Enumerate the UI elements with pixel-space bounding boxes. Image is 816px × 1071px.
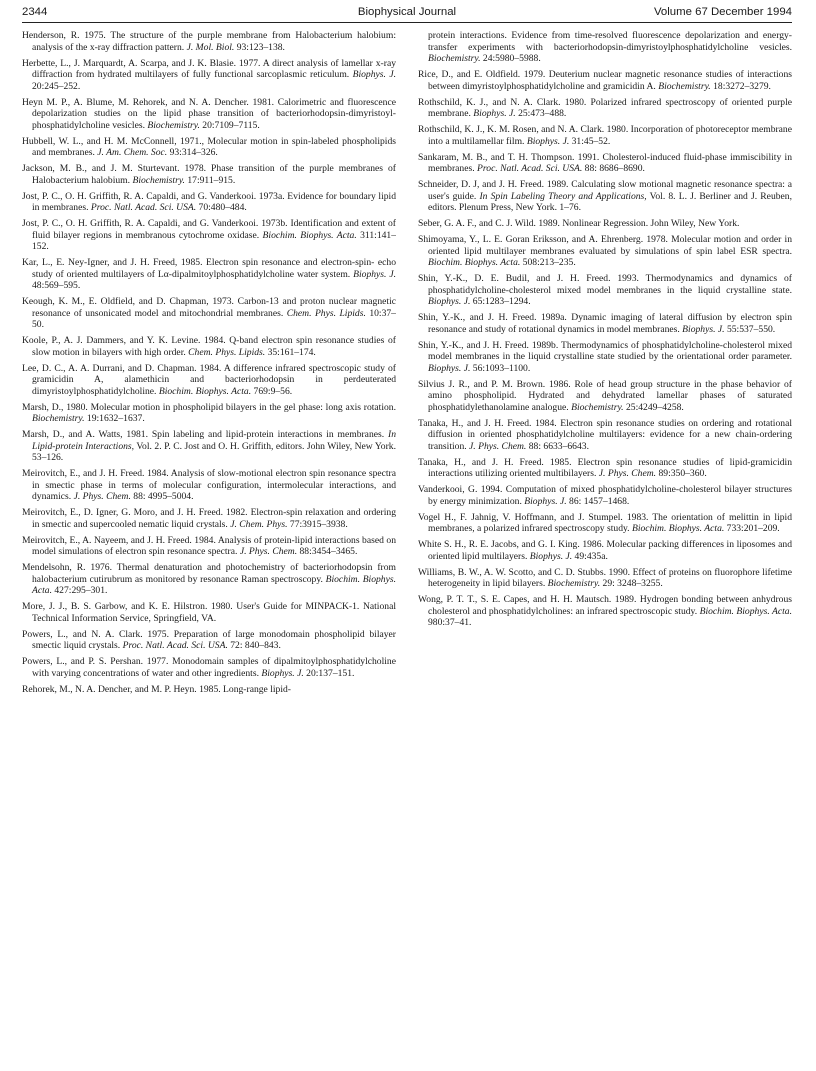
reference-journal: Biochemistry. [571,401,624,413]
reference-text: Marsh, D., 1980. Molecular motion in phospholipid bilayers in the gel phase: long axis rotation. [22,401,396,413]
reference-text: More, J. J., B. S. Garbow, and K. E. Hilstron. 1980. User's Guide for MINPACK-1. National Technical Information Service, Springfield, VA. [22,601,396,624]
reference-entry [22,507,396,530]
reference-volume-pages: 56:1093–1100. [470,362,531,374]
reference-journal: Biochim. Biophys. Acta. [262,229,357,241]
reference-text: Shin, Y.-K., and J. H. Freed. 1989a. Dynamic imaging of lateral diffusion by electron spin resonance and study of rotational dynamics in model membranes. [418,312,792,335]
reference-journal: In Spin Labeling Theory and Applications, [479,190,647,202]
reference-volume-pages: 35:161–174. [265,346,316,358]
reference-volume-pages: 311:141–152. [32,229,396,252]
reference-text: White S. H., R. E. Jacobs, and G. I. King. 1986. Molecular packing differences in liposomes and oriented lipid multilayers. [418,539,792,562]
reference-volume-pages: 88: 4995–5004. [130,491,194,502]
reference-text: Powers, L., and P. S. Pershan. 1977. Monodomain samples of dipalmitoylphosphatidylcholine with varying concentrations of water and other ingredients. [22,656,396,679]
reference-text: Lee, D. C., A. A. Durrani, and D. Chapman. 1984. A difference infrared spectroscopic study of gramicidin A, alamethicin and bacteriorhodopsin in perdeuterated dimyristoylphosphatidylcholine. [22,362,396,397]
reference-entry [22,468,396,503]
reference-volume-pages: 55:537–550. [724,323,776,335]
reference-text: Williams, B. W., A. W. Scotto, and C. D. Stubbs. 1990. Effect of proteins on fluorophore lifetime heterogeneity in lipid bilayers. [418,566,792,589]
reference-text: Shimoyama, Y., L. E. Goran Eriksson, and A. Ehrenberg. 1978. Molecular motion and order in oriented lipid multilayer membranes evaluated by simulations of spin label ESR spectra. [418,234,792,257]
reference-volume-pages: 19:1632–1637. [84,413,145,424]
reference-volume-pages: 20:137–151. [303,667,355,679]
reference-journal: J. Mol. Biol. [186,41,235,53]
reference-entry [22,535,396,558]
reference-text: protein interactions. Evidence from time-resolved fluorescence depolarization and energy-transfer experiments with bacteriorhodopsin-dimyristoylphosphatidylcholine vesicles. [428,30,792,53]
reference-text: Keough, K. M., E. Oldfield, and D. Chapman, 1973. Carbon-13 and proton nuclear magnetic resonance of unsonicated model and mitochondrial membranes. [22,296,396,319]
reference-entry [22,58,396,93]
reference-journal: Biophys. J. [526,135,570,147]
running-header [22,6,792,23]
reference-entry [22,429,396,464]
reference-text: Tanaka, H., and J. H. Freed. 1985. Electron spin resonance studies of lipid-gramicidin interactions utilizing oriented multibilayers. [418,456,792,479]
reference-entry [418,97,792,120]
reference-journal: Biochim. Biophys. Acta. [32,573,396,596]
reference-text: Henderson, R. 1975. The structure of the purple membrane from Halobacterium halobium: analysis of the x-ray diffraction pattern. [22,30,396,53]
reference-volume-pages: 25:473–488. [515,108,567,119]
reference-journal: Biochemistry. [132,174,185,186]
reference-journal: Biophys. J. [428,362,471,374]
reference-entry [22,363,396,398]
reference-text: Rothschild, K. J., and N. A. Clark. 1980. Polarized infrared spectroscopy of oriented purple membrane. [418,96,792,119]
reference-journal: Proc. Natl. Acad. Sci. USA. [90,202,197,213]
reference-journal: Biochim. Biophys. Acta. [158,385,252,397]
reference-entry [418,69,792,92]
reference-journal: Biophys. J. [428,296,471,307]
reference-volume-pages: 29: 3248–3255. [600,578,663,589]
reference-volume-pages: 88: 8686–8690. [582,163,645,174]
reference-journal: Biophys. J. [352,69,396,80]
reference-entry [22,257,396,292]
reference-entry [418,234,792,269]
reference-text: Tanaka, H., and J. H. Freed. 1984. Electron spin resonance studies on ordering and rotational diffusion in oriented phosphatidylcholine multilayers: evidence for a new chain-ordering transition. [418,417,792,452]
reference-text: Jost, P. C., O. H. Griffith, R. A. Capaldi, and G. Vanderkooi. 1973b. Identification and extent of fluid bilayer regions in membranous cytochrome oxidase. [22,218,396,241]
reference-text: Schneider, D. J, and J. H. Freed. 1989. Calculating slow motional magnetic resonance spectra: a user's guide. [418,179,792,202]
reference-text: Wong, P. T. T., S. E. Capes, and H. H. Mautsch. 1989. Hydrogen bonding between anhydrous cholesterol and phosphatidylcholines: an infrared spectroscopic study. [418,594,792,617]
reference-volume-pages: 48:569–595. [32,280,81,291]
reference-entry [22,601,396,624]
reference-journal: Biochim. Biophys. Acta. [631,523,725,534]
reference-volume-pages: 89:350–360. [656,468,707,479]
reference-volume-pages: 86: 1457–1468. [566,495,630,507]
reference-entry [418,179,792,214]
reference-text: Jost, P. C., O. H. Griffith, R. A. Capaldi, and G. Vanderkooi. 1973a. Evidence for boundary lipid in membranes. [22,190,396,213]
reference-journal: Biophys. J. [682,323,725,335]
reference-text: Powers, L., and N. A. Clark. 1975. Preparation of large monodomain phospholipid bilayer smectic liquid crystals. [22,628,396,651]
reference-text: Meirovitch, E., D. Igner, G. Moro, and J. H. Freed. 1982. Electron-spin relaxation and ordering in smectic and supercooled nematic liquid crystals. [22,507,396,530]
reference-journal: Biochemistry. [32,413,85,424]
reference-text: Meirovitch, E., and J. H. Freed. 1984. Analysis of slow-motional electron spin resonance spectra in smectic phase in terms of molecular configuration, intermolecular interactions, and dynamics. [22,468,396,502]
reference-entry [418,152,792,175]
reference-journal: In Lipid-protein Interactions, [32,429,396,452]
reference-text: Shin, Y.-K., D. E. Budil, and J. H. Freed. 1993. Thermodynamics and dynamics of phosphatidylcholine-cholesterol mixed model membranes in the liquid crystalline state. [418,273,792,296]
journal-title: Biophysical Journal [357,6,457,18]
reference-entry [418,457,792,480]
reference-entry [418,273,792,308]
reference-volume-pages: 31:45–52. [569,135,611,147]
reference-text: Seber, G. A. F., and C. J. Wild. 1989. Nonlinear Regression. John Wiley, New York. [418,218,740,229]
reference-text: Koole, P., A. J. Dammers, and Y. K. Levine. 1984. Q-band electron spin resonance studies of slow motion in bilayers with high order. [22,335,396,358]
reference-entry [22,97,396,132]
reference-entry [22,335,396,358]
reference-volume-pages: Vol. 2. P. C. Jost and O. H. Griffith, editors. John Wiley, New York. 53–126. [32,440,396,463]
reference-journal: Biophys. J. [353,268,396,280]
reference-journal: Biochemistry. [658,80,711,92]
reference-entry [22,656,396,679]
reference-journal: Proc. Natl. Acad. Sci. USA. [477,163,583,174]
reference-entry [418,218,792,230]
reference-volume-pages: 88:3454–3465. [297,546,358,557]
reference-journal: Proc. Natl. Acad. Sci. USA. [122,640,228,651]
reference-text: Meirovitch, E., A. Nayeem, and J. H. Freed. 1984. Analysis of protein-lipid interactions based on model simulations of electron spin resonance spectra. [22,534,396,557]
reference-volume-pages: 10:37–50. [32,307,396,330]
reference-journal: Biochim. Biophys. Acta. [428,257,521,268]
reference-entry [22,191,396,214]
reference-journal: J. Phys. Chem. [239,546,298,557]
reference-entry [418,30,792,65]
reference-entry [22,136,396,159]
reference-text: Rice, D., and E. Oldfield. 1979. Deuterium nuclear magnetic resonance studies of interactions between dimyristoylphosphatidylcholine and gramicidin A. [418,69,792,92]
reference-volume-pages: 508:213–235. [520,257,576,268]
reference-volume-pages: 18:3272–3279. [710,80,771,92]
reference-journal: Chem. Phys. Lipids. [286,307,366,319]
reference-text: Vanderkooi, G. 1994. Computation of mixed phosphatidylcholine-cholesterol bilayer structures by energy minimization. [418,484,792,507]
references-left-column [22,30,396,1060]
reference-text: Vogel H., F. Jahnig, V. Hoffmann, and J. Stumpel. 1983. The orientation of melittin in lipid membranes, a polarized infrared spectroscopy study. [418,511,792,534]
reference-entry [418,567,792,590]
reference-volume-pages: 24:5980–5988. [480,53,541,64]
reference-volume-pages: 427:295–301. [51,585,108,596]
reference-text: Rehorek, M., N. A. Dencher, and M. P. Heyn. 1985. Long-range lipid- [22,683,291,695]
reference-text: Heyn M. P., A. Blume, M. Rehorek, and N. A. Dencher. 1981. Calorimetric and fluorescence depolarization studies on the lipid phase transition of bacteriorhodopsin-dimyristoyl-phosphatidylcholine vesicles. [22,96,396,131]
reference-journal: J. Am. Chem. Soc. [97,147,168,158]
reference-text: Jackson, M. B., and J. M. Sturtevant. 1978. Phase transition of the purple membranes of Halobacterium halobium. [22,163,396,186]
reference-entry [418,512,792,535]
volume-date: Volume 67 December 1994 [653,6,792,18]
reference-entry [22,163,396,186]
reference-entry [418,539,792,562]
reference-volume-pages: 72: 840–843. [227,640,281,651]
reference-entry [418,594,792,629]
reference-journal: Biophys. J. [529,550,573,562]
reference-entry [22,296,396,331]
reference-text: Mendelsohn, R. 1976. Thermal denaturation and photochemistry of bacteriorhodopsin from halobacterium cutirubrum as monitored by resonance Raman spectroscopy. [22,562,396,585]
reference-journal: J. Phys. Chem. [598,468,657,479]
reference-volume-pages: 93:314–326. [167,147,218,158]
reference-entry [22,218,396,253]
reference-entry [418,484,792,507]
reference-volume-pages: Vol. 8. L. J. Berliner and J. Reuben, editors. Plenum Press, New York. 1–76. [428,190,792,213]
reference-volume-pages: 20:245–252. [32,80,81,92]
reference-journal: J. Phys. Chem. [469,440,527,452]
reference-journal: Chem. Phys. Lipids. [188,346,266,358]
reference-entry [418,418,792,453]
reference-text: Shin, Y.-K., and J. H. Freed. 1989b. Thermodynamics of phosphatidylcholine-cholesterol mixed model membranes in the liquid crystalline state studied by the orientational order parameter. [418,339,792,362]
reference-entry [418,124,792,147]
page-number: 2344 [22,6,48,18]
reference-journal: Biophys. J. [261,667,304,679]
reference-text: Silvius J. R., and P. M. Brown. 1986. Role of head group structure in the phase behavior of amino phospholipid. Hydrated and dehydrated lamellar phases of saturated phosphatidylethanolamine analogue. [418,378,792,413]
reference-volume-pages: 49:435a. [572,550,608,562]
references-right-column [418,30,792,1060]
reference-volume-pages: 17:911–915. [184,174,236,186]
reference-volume-pages: 769:9–56. [251,385,293,397]
reference-journal: Biophys. J. [524,495,567,507]
reference-entry [418,340,792,375]
reference-volume-pages: 77:3915–3938. [287,518,348,530]
reference-text: Hubbell, W. L., and H. M. McConnell, 1971., Molecular motion in spin-labeled phospholipids and membranes. [22,135,396,158]
reference-entry [22,402,396,425]
reference-text: Kar, L., E. Ney-Igner, and J. H. Freed, 1985. Electron spin resonance and electron-spin- echo study of oriented multilayers of Lα-dipalmitoylphosphatidylcholine water system. [22,257,396,280]
reference-volume-pages: 733:201–209. [724,523,780,534]
reference-journal: Biochemistry. [428,53,481,64]
reference-volume-pages: 65:1283–1294. [470,296,531,307]
reference-entry [22,562,396,597]
reference-volume-pages: 20:7109–7115. [199,119,260,131]
reference-journal: J. Chem. Phys. [230,518,288,530]
reference-volume-pages: 980:37–41. [428,617,472,628]
reference-entry [22,684,396,696]
reference-volume-pages: 70:480–484. [196,202,247,213]
reference-volume-pages: 25:4249–4258. [623,401,684,413]
reference-text: Rothschild, K. J., K. M. Rosen, and N. A. Clark. 1980. Incorporation of photoreceptor membrane into a multilamellar film. [418,124,792,147]
reference-entry [418,379,792,414]
reference-entry [418,312,792,335]
reference-entry [22,629,396,652]
reference-volume-pages: 93:123–138. [234,41,285,53]
reference-volume-pages: 88: 6633–6643. [526,440,589,452]
reference-text: Marsh, D., and A. Watts, 1981. Spin labeling and lipid-protein interactions in membranes. [22,429,388,440]
reference-journal: Biochim. Biophys. Acta. [699,605,792,617]
reference-entry [22,30,396,53]
reference-journal: Biochemistry. [547,578,601,589]
reference-text: Sankaram, M. B., and T. H. Thompson. 1991. Cholesterol-induced fluid-phase immiscibility in membranes. [418,151,792,174]
reference-text: Herbette, L., J. Marquardt, A. Scarpa, and J. K. Blasie. 1977. A direct analysis of lamellar x-ray diffraction from hydrated multilayers of fully functional sarcoplasmic reticulum. [22,57,396,80]
reference-journal: J. Phys. Chem. [73,491,131,502]
reference-journal: Biochemistry. [147,119,200,131]
reference-journal: Biophys. J. [473,108,516,119]
